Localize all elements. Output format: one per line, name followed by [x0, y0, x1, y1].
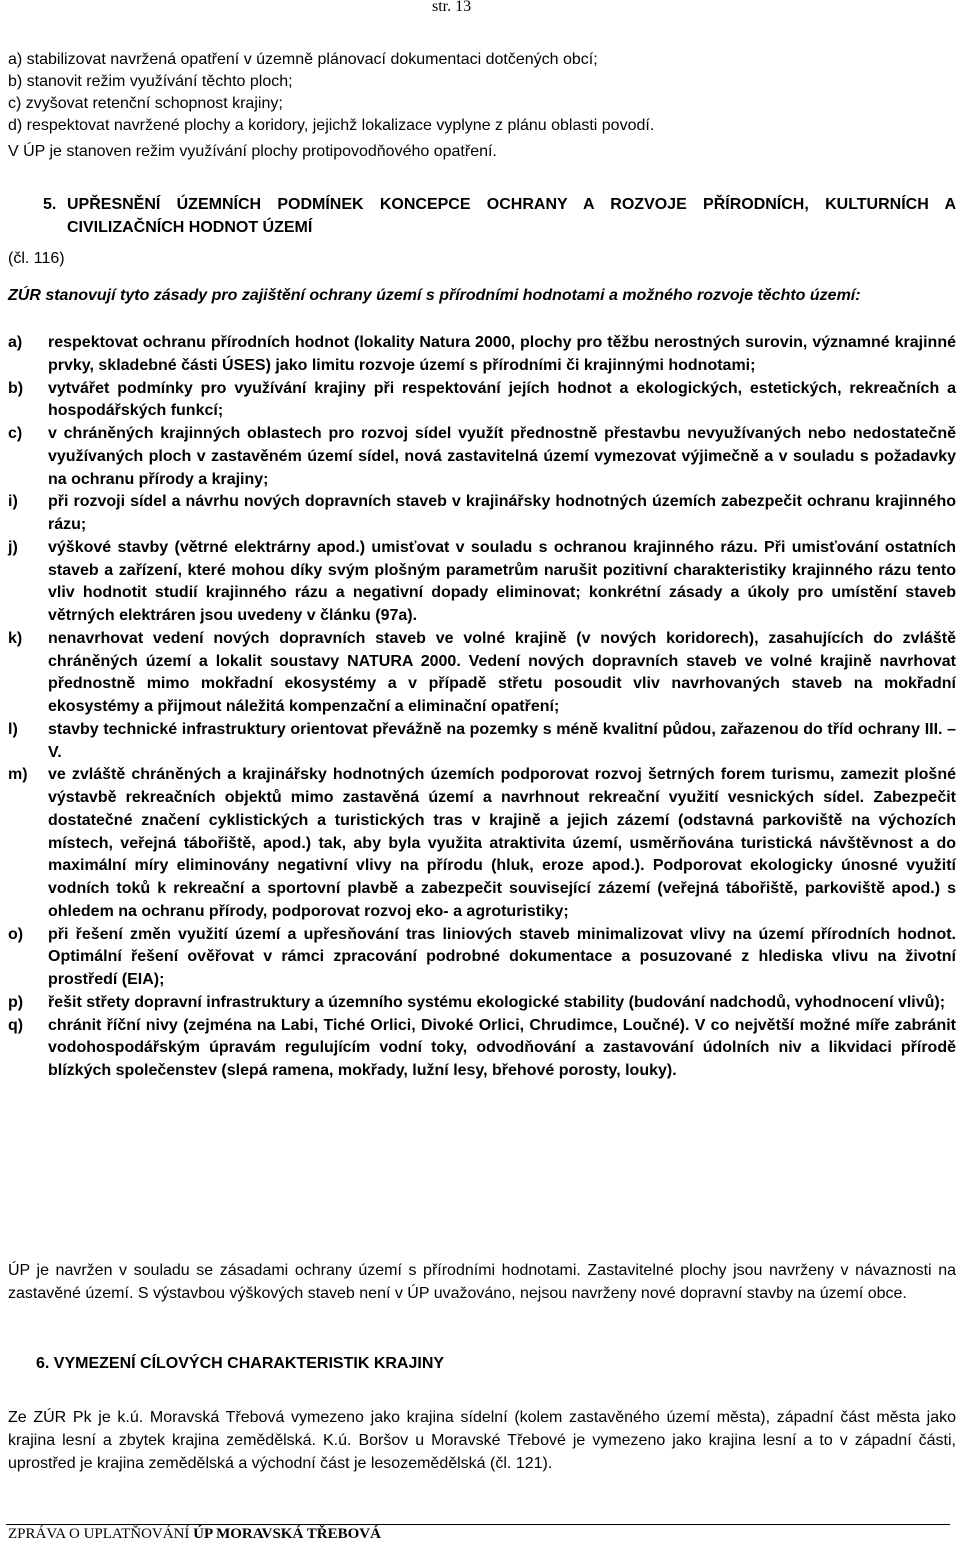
list-item-label: o)	[8, 925, 24, 943]
list-item-label: k)	[8, 629, 23, 647]
intro-line: V ÚP je stanoven režim využívání plochy protipovodňového opatření.	[8, 143, 497, 160]
list-item-text: respektovat ochranu přírodních hodnot (lokality Natura 2000, plochy pro těžbu nerostných surovin, významné krajinné prvky, skladebné části ÚSES) jako limitu rozvoje území s přírodními či krajinnými hodnotami;	[48, 334, 956, 374]
list-item	[8, 423, 956, 491]
list-item-label: j)	[8, 538, 18, 556]
list-item-label: c)	[8, 425, 23, 442]
list-item	[8, 491, 956, 537]
section-6-title: VYMEZENÍ CÍLOVÝCH CHARAKTERISTIK KRAJINY	[53, 1355, 445, 1372]
list-item-text: při řešení změn využití území a upřesňování tras liniových staveb minimalizovat vlivy na území přírodních hodnot. Optimální řešení ověřovat v rámci zpracování podrobné dokumentace a posuzované z hlediska vlivu na životní prostředí (EIA);	[48, 925, 956, 988]
list-item-text: nenavrhovat vedení nových dopravních staveb ve volné krajině (v nových koridorech), zasahujících do zvláště chráněných území a lokalit soustavy NATURA 2000. Vedení nových dopravních staveb ve volné krajině navrhovat přednostně mimo mokřadní ekosystémy a v případě střetu posoudit vliv navrhovaných staveb na mokřadní ekosystémy a přijmout náležitá kompenzační a eliminační opatření;	[48, 629, 956, 715]
list-item-label: q)	[8, 1016, 24, 1034]
footer-prefix: ZPRÁVA O UPLATŇOVÁNÍ	[8, 1526, 190, 1542]
page-number: str. 13	[432, 0, 472, 15]
list-item	[8, 628, 956, 719]
list-item-label: l)	[8, 720, 18, 738]
principles-intro: ZÚR stanovují tyto zásady pro zajištění ochrany území s přírodními hodnotami a možného rozvoje těchto území:	[8, 287, 861, 304]
section-5-title: UPŘESNĚNÍ ÚZEMNÍCH PODMÍNEK KONCEPCE OCHRANY A ROZVOJE PŘÍRODNÍCH, KULTURNÍCH A CIVILIZAČNÍCH HODNOT ÚZEMÍ	[67, 196, 956, 236]
list-item-text: řešit střety dopravní infrastruktury a územního systému ekologické stability (budování nadchodů, vyhodnocení vlivů);	[48, 993, 946, 1011]
intro-line: a) stabilizovat navržená opatření v územně plánovací dokumentaci dotčených obcí;	[8, 51, 598, 68]
section-5-conclusion: ÚP je navržen v souladu se zásadami ochrany území s přírodními hodnotami. Zastavitelné plochy jsou navrženy v návaznosti na zastavěné území. S výstavbou výškových staveb není v ÚP uvažováno, nejsou navrženy nové dopravní stavby na území obce.	[8, 1262, 956, 1302]
list-item	[8, 764, 956, 923]
section-6-heading	[8, 1355, 444, 1373]
section-6-text: Ze ZÚR Pk je k.ú. Moravská Třebová vymezeno jako krajina sídelní (kolem zastavěného území města), západní část města jako krajina lesní a zbytek krajina zemědělská. K.ú. Boršov u Moravské Třebové je vymezeno jako krajina lesní a to v západní části, uprostřed je krajina zemědělská a východní část je lesozemědělská (čl. 121).	[8, 1409, 956, 1472]
list-item-label: b)	[8, 379, 24, 397]
list-item-text: výškové stavby (větrné elektrárny apod.) umisťovat v souladu s ochranou krajinného rázu. Při umisťování ostatních staveb a zařízení, které mohou díky svým plošným parametrům narušit pozitivní charakteristiky krajinného rázu tento vliv hodnotit studií krajinného rázu a negativní dopady eliminovat; konkrétní zásady a úkoly pro umístění staveb větrných elektráren jsou uvedeny v článku (97a).	[48, 538, 956, 624]
list-item-text: ve zvláště chráněných a krajinářsky hodnotných územích podporovat rozvoj šetrných forem turismu, zamezit plošné výstavbě rekreačních objektů mimo zastavěná území a navrhnout rekreační využití vesnických sídel. Zabezpečit dostatečné značení cyklistických a turistických tras v krajině a jejich zázemí (odstavná parkoviště na výchozích místech, veřejná tábořiště, apod.) tak, aby byla využita atraktivita území, usměrňována turistická návštěvnost a do maximální míry eliminovány negativní vlivy na přírodu (hluk, eroze apod.). Podporovat ekologicky únosné využití vodních toků k rekreační a sportovní plavbě a zabezpečit související zázemí (veřejná tábořiště, parkoviště apod.) s ohledem na ochranu přírody, podporovat rozvoj eko- a agroturistiky;	[48, 766, 956, 920]
list-item	[8, 378, 956, 424]
intro-line: b) stanovit režim využívání těchto ploch;	[8, 73, 293, 90]
list-item	[8, 719, 956, 765]
intro-line: d) respektovat navržené plochy a koridory, jejichž lokalizace vyplyne z plánu oblasti povodí.	[8, 117, 655, 134]
principles-list	[8, 332, 956, 1083]
list-item-label: p)	[8, 993, 24, 1011]
list-item-text: vytvářet podmínky pro využívání krajiny při respektování jejích hodnot a ekologických, estetických, rekreačních a hospodářských funkcí;	[48, 379, 956, 420]
list-item-text: stavby technické infrastruktury orientovat převážně na pozemky s méně kvalitní půdou, zařazenou do tříd ochrany III. – V.	[48, 720, 956, 761]
list-item-text: chránit říční nivy (zejména na Labi, Tiché Orlici, Divoké Orlici, Chrudimce, Loučné). V co největší možné míře zabránit vodohospodářským úpravám regulujícím vodní toky, odvodňování a zastavování údolních niv a likvidaci přírodě blízkých společenstev (slepá ramena, mokřady, lužní lesy, břehové porosty, louky).	[48, 1016, 956, 1079]
list-item	[8, 1015, 956, 1083]
list-item-text: v chráněných krajinných oblastech pro rozvoj sídel využít přednostně přestavbu nevyužívaných nebo nedostatečně využívaných ploch v zastavěném území sídel, nová zastavitelná území vymezovat výjimečně a v souladu s požadavky na ochranu přírody a krajiny;	[48, 425, 956, 488]
list-item	[8, 332, 956, 378]
list-item-label: a)	[8, 334, 23, 351]
list-item	[8, 537, 956, 628]
section-6-number: 6.	[36, 1355, 50, 1372]
list-item-label: m)	[8, 766, 28, 784]
list-item-label: i)	[8, 493, 18, 511]
section-5-number: 5.	[43, 196, 57, 213]
list-item	[8, 924, 956, 992]
article-reference: (čl. 116)	[8, 250, 65, 267]
footer-divider	[6, 1524, 950, 1525]
list-item	[8, 992, 956, 1015]
page-footer	[8, 1526, 381, 1543]
intro-line: c) zvyšovat retenční schopnost krajiny;	[8, 95, 283, 112]
list-item-text: při rozvoji sídel a návrhu nových dopravních staveb v krajinářsky hodnotných územích zabezpečit ochranu krajinného rázu;	[48, 493, 956, 533]
footer-title: ÚP MORAVSKÁ TŘEBOVÁ	[193, 1526, 381, 1542]
